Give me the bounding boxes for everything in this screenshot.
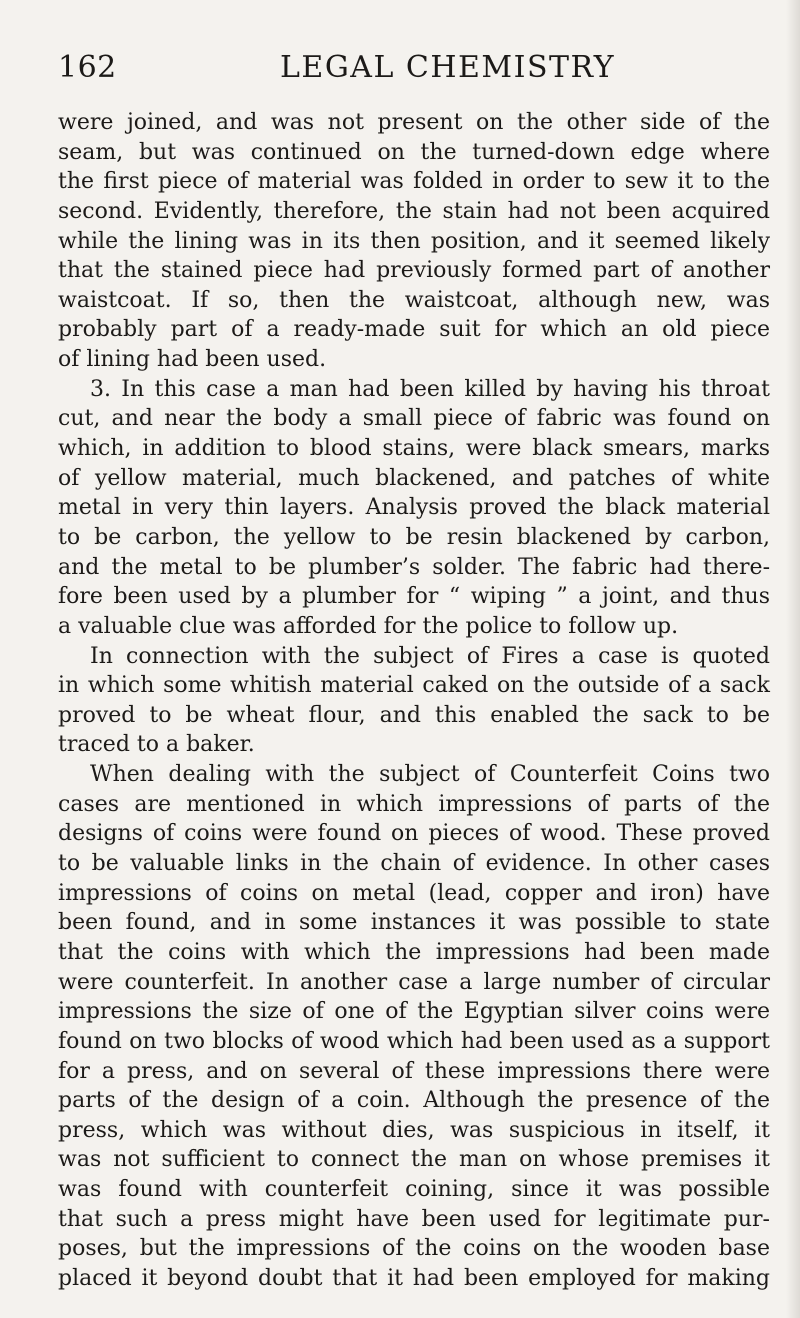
text-line: In connection with the subject of Fires a case is quoted (90, 643, 770, 669)
text-line: traced to a baker. (58, 732, 255, 758)
text-line: to be valuable links in the chain of evidence. In other cases (58, 851, 770, 877)
text-line: found on two blocks of wood which had been used as a support (58, 1028, 770, 1054)
text-line: and the metal to be plumber’s solder. The fabric had there- (58, 554, 770, 580)
text-line: press, which was without dies, was suspicious in itself, it (58, 1117, 770, 1143)
text-line: cases are mentioned in which impressions of parts of the (58, 791, 770, 817)
text-line: was found with counterfeit coining, since it was possible (58, 1177, 770, 1203)
text-line: cut, and near the body a small piece of fabric was found on (58, 406, 770, 432)
text-line: fore been used by a plumber for “ wiping ” a joint, and thus (58, 584, 770, 610)
page-edge-shadow (786, 0, 800, 1318)
text-line: for a press, and on several of these impressions there were (58, 1058, 770, 1084)
text-line: to be carbon, the yellow to be resin blackened by carbon, (58, 524, 770, 550)
text-line: of yellow material, much blackened, and patches of white (58, 465, 770, 491)
text-line: waistcoat. If so, then the waistcoat, although new, was (58, 287, 770, 313)
text-line: metal in very thin layers. Analysis proved the black material (58, 495, 770, 521)
text-line: which, in addition to blood stains, were black smears, marks (58, 436, 770, 462)
text-line: proved to be wheat flour, and this enabled the sack to be (58, 702, 770, 728)
text-line: poses, but the impressions of the coins on the wooden base (58, 1236, 770, 1262)
text-line: designs of coins were found on pieces of wood. These proved (58, 821, 770, 847)
text-line: been found, and in some instances it was possible to state (58, 910, 770, 936)
text-line: parts of the design of a coin. Although the presence of the (58, 1088, 770, 1114)
text-line: was not sufficient to connect the man on whose premises it (58, 1147, 770, 1173)
text-line: When dealing with the subject of Counterfeit Coins two (90, 762, 770, 788)
text-line: in which some whitish material caked on the outside of a sack (58, 673, 770, 699)
text-line: while the lining was in its then position, and it seemed likely (58, 228, 770, 254)
text-line: the first piece of material was folded in order to sew it to the (58, 169, 770, 195)
text-line: seam, but was continued on the turned-down edge where (58, 139, 770, 165)
text-line: a valuable clue was afforded for the police to follow up. (58, 613, 679, 639)
text-line: second. Evidently, therefore, the stain had not been acquired (58, 198, 770, 224)
text-line: 3. In this case a man had been killed by having his throat (90, 376, 770, 402)
page-number: 162 (58, 50, 117, 85)
text-line: impressions of coins on metal (lead, copper and iron) have (58, 880, 770, 906)
text-line: impressions the size of one of the Egyptian silver coins were (58, 999, 770, 1025)
text-line: were joined, and was not present on the other side of the (58, 110, 770, 135)
text-line: probably part of a ready-made suit for which an old piece (58, 317, 770, 343)
text-line: that the stained piece had previously formed part of another (58, 258, 770, 284)
body-text (58, 108, 770, 1294)
text-line: of lining had been used. (58, 347, 327, 373)
text-line: that the coins with which the impressions had been made (58, 939, 770, 965)
text-line: placed it beyond doubt that it had been employed for making (58, 1265, 770, 1291)
text-line: that such a press might have been used for legitimate pur- (58, 1206, 770, 1232)
running-title: LEGAL CHEMISTRY (280, 50, 616, 85)
text-line: were counterfeit. In another case a large number of circular (58, 969, 770, 995)
